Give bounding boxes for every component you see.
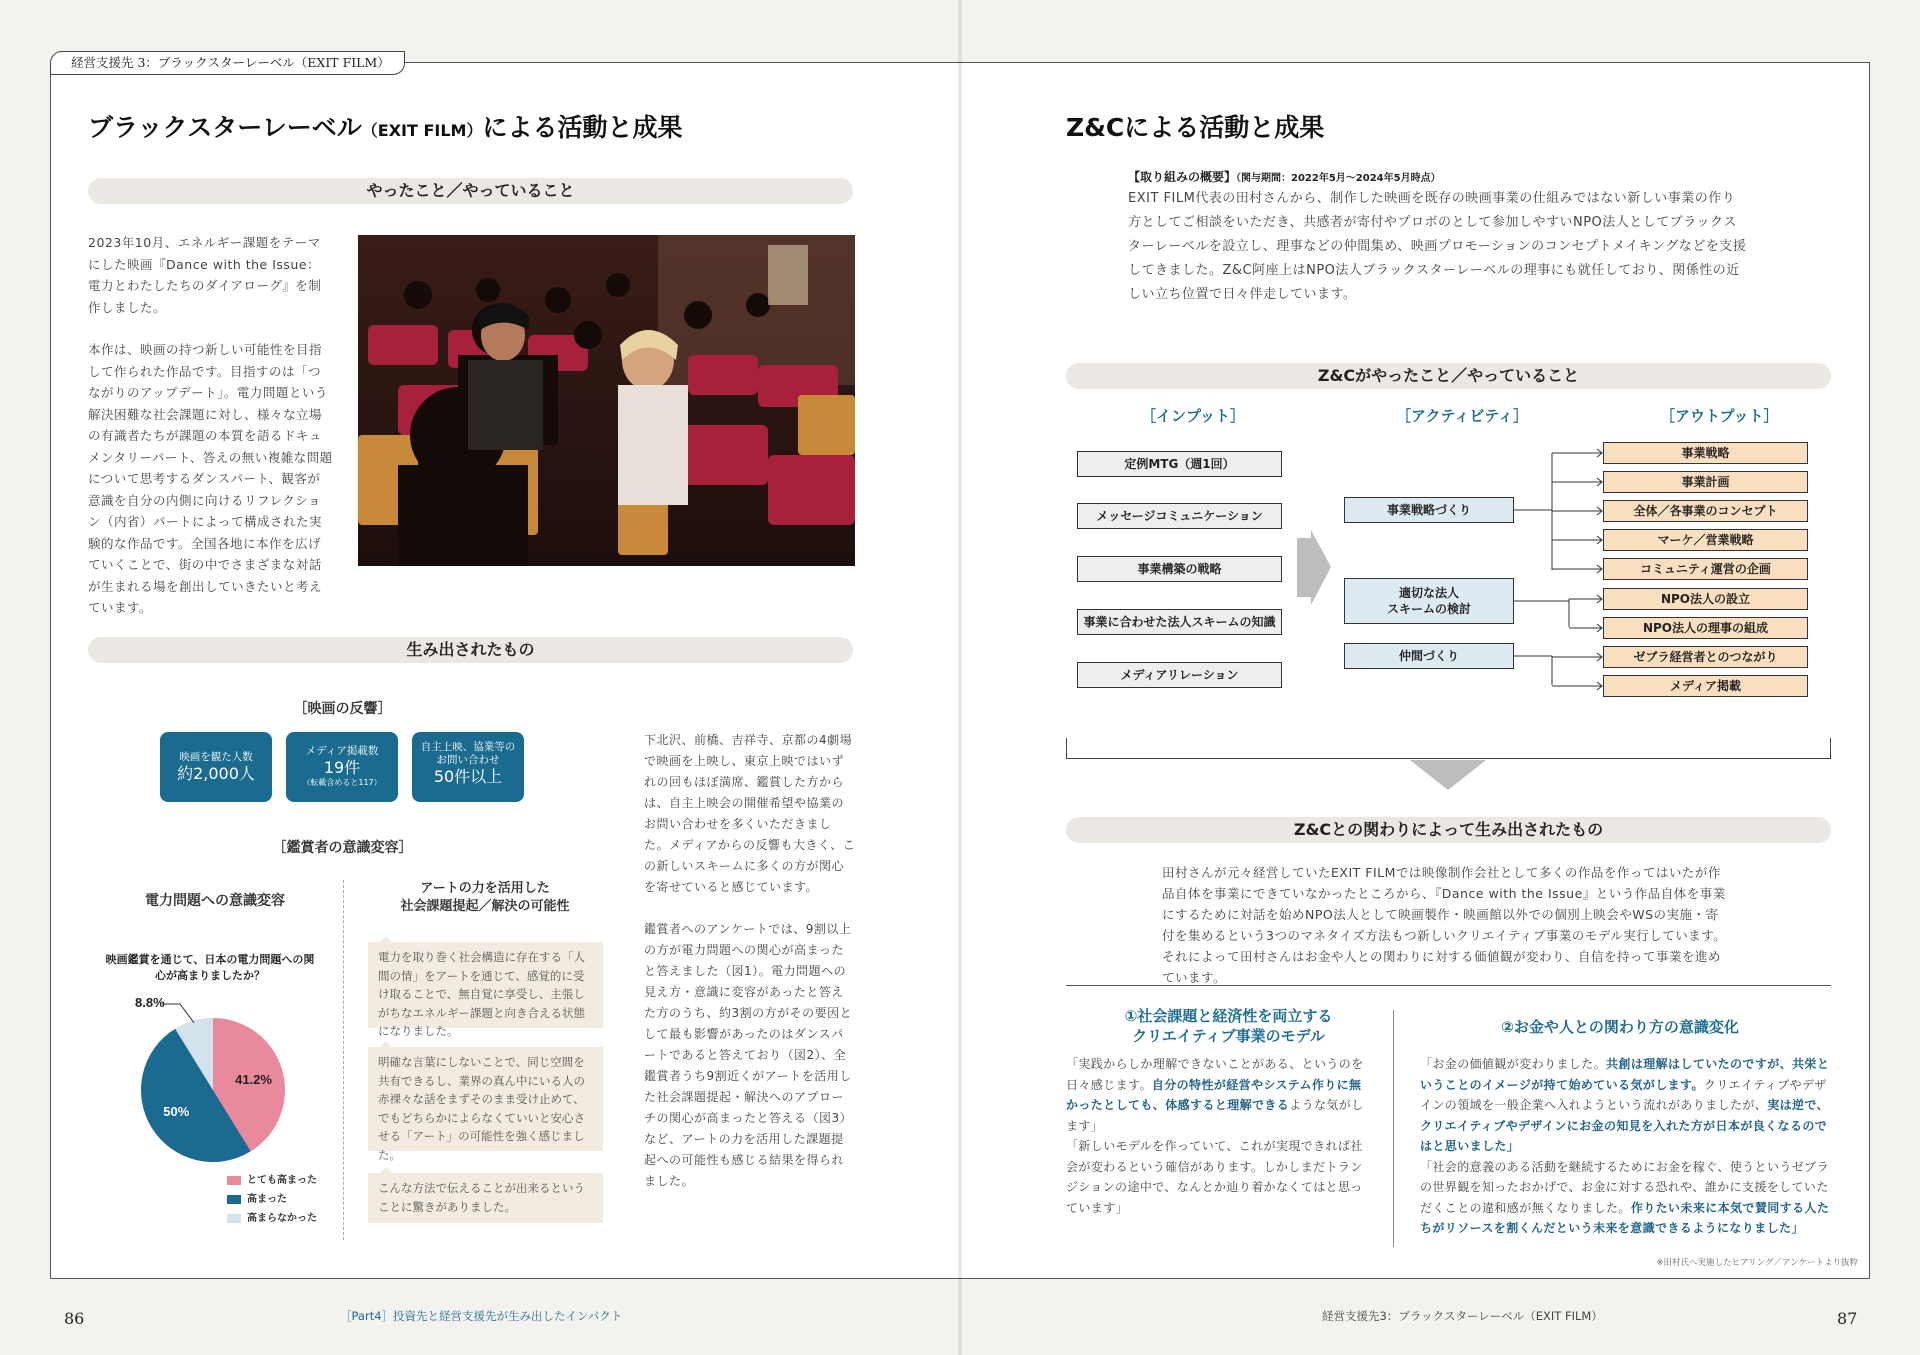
output-box-2: 事業計画: [1603, 471, 1808, 493]
stat-media: [286, 732, 398, 802]
stat-media-note: （転載含めると117）: [302, 778, 382, 787]
col-output-title: ［アウトプット］: [1660, 407, 1779, 425]
overview-period: （関与期間：2022年5月〜2024年5月時点）: [1236, 173, 1441, 184]
col1-text-d: 「新しいモデルを作っていて、これが実現できれば社会が変わるという確信があります。しかしまだトランジションの途中で、なんとか辿り着かなくてはと思っています」: [1066, 1139, 1363, 1215]
flow-arrow-icon: [1297, 530, 1331, 605]
output-arrow-4: [1552, 536, 1602, 544]
stat-viewers-value: 約2,000人: [177, 764, 255, 783]
columns-top-rule: [1066, 985, 1831, 986]
col1-text-c: ような気がします」: [1066, 1098, 1364, 1133]
side-paragraph-1: 下北沢、前橋、吉祥寺、京都の4劇場で映画を上映し、東京上映ではいずれの回もほぼ満席、鑑賞した方からは、自主上映会の開催希望や協業のお問い合わせを多くいただきました。メディアからの反響も大きく、この新しいスキームに多くの方が関心を寄せていると感じています。: [644, 733, 856, 894]
output-box-5: コミュニティ運営の企画: [1603, 558, 1808, 580]
quote-2: 明確な言葉にしないことで、同じ空間を共有できるし、業界の真ん中にいる人の赤裸々な話をまずそのまま受け止めて、でもどちらかによらなくていいと安心させる「アート」の可能性を強く感じました。: [368, 1047, 603, 1151]
awareness-title: ［鑑賞者の意識変容］: [272, 840, 413, 856]
stat-viewers: [160, 732, 272, 802]
left-page-title: [88, 108, 683, 144]
col1-text-a: 「実践からしか理解できないことがある、というのを日々感じます。: [1066, 1057, 1364, 1092]
section-bar-zc-doing: Z&Cがやったこと／やっていること: [1066, 363, 1831, 389]
output-box-6: NPO法人の設立: [1603, 588, 1808, 610]
legend-label-2: 高まった: [247, 1194, 287, 1205]
overview-label: 【取り組みの概要】: [1128, 170, 1237, 184]
section-bar-doing: やったこと／やっていること: [88, 178, 853, 204]
title-small: （EXIT FILM）: [361, 121, 483, 140]
legend-item-1: [227, 1171, 317, 1186]
col2-text-a: 「お金の価値観が変わりました。: [1420, 1057, 1607, 1071]
output-arrow-5: [1552, 565, 1602, 573]
stat-media-value: 19件: [323, 758, 361, 777]
activity-box-2: 適切な法人 スキームの検討: [1344, 578, 1514, 624]
overview-text: EXIT FILM代表の田村さんから、制作した映画を既存の映画事業の仕組みではない新しい事業の作り方としてご相談をいただき、共感者が寄付やプロボのとして参加しやすいNPO法人としてブラックスターレーベルを設立し、理事などの仲間集め、映画プロモーションのコンセプトメイキングなどを支援してきました。Z&C阿座上はNPO法人ブラックスターレーベルの理事にも就任しており、関係性の近しい立ち位置で日々伴走しています。: [1128, 191, 1747, 302]
pie-chart: [120, 990, 320, 1190]
right-page-title: Z&Cによる活動と成果: [1066, 113, 1325, 142]
page-number-right: 87: [1837, 1309, 1858, 1328]
col2-text-c: クリエイティブやデザインの領域を一般企業へ入れようという流れがありましたが、: [1420, 1077, 1827, 1112]
footnote: ※田村氏へ実施したヒアリング／アンケートより抜粋: [1656, 1258, 1858, 1268]
footer-left-text: ［Part4］投資先と経営支援先が生み出したインパクト: [340, 1309, 623, 1323]
col-activity-title: ［アクティビティ］: [1396, 407, 1529, 425]
input-box-5: メディアリレーション: [1077, 662, 1282, 688]
output-arrow-9: [1552, 682, 1602, 690]
legend-item-3: [227, 1209, 317, 1224]
overview-heading: [1128, 168, 1441, 185]
film-response-title: ［映画の反響］: [293, 701, 392, 717]
column-divider: [343, 880, 344, 1240]
section-bar-created: 生み出されたもの: [88, 637, 853, 663]
output-arrow-6: [1569, 595, 1602, 603]
output-arrow-3: [1552, 507, 1602, 515]
col2-text-e: 「社会的意義のある活動を継続するためにお金を稼ぐ、使うというゼブラの世界観を知ったおかげで、お金に対する恐れや、誰かに支援をしていただくことの違和感が無くなりました。: [1420, 1159, 1829, 1215]
legend-label-3: 高まらなかった: [247, 1213, 317, 1224]
pie-label-2: 50%: [163, 1103, 190, 1119]
diagram-bracket: [1066, 738, 1831, 759]
output-box-3: 全体／各事業のコンセプト: [1603, 500, 1808, 522]
footer-right-text: 経営支援先3：ブラックスターレーベル（EXIT FILM）: [1322, 1309, 1603, 1323]
col2-text-f: 作りたい未来に本気で賛同する人たちがリソースを割くんだという未来を意識できるようになりました」: [1420, 1200, 1830, 1235]
pie-label-3: 8.8%: [135, 995, 165, 1010]
col2-text-d: 実は逆で、クリエイティブやデザインにお金の知見を入れた方が日本が良くなるのではと思いました」: [1420, 1098, 1829, 1153]
intro-paragraph-2: 本作は、映画の持つ新しい可能性を目指して作られた作品です。目指すのは「つながりのアップデート」。電力問題という解決困難な社会課題に対し、様々な立場の有識者たちが課題の本質を語るドキュメンタリーパート、答えの無い複雑な問題について思考するダンスパート、観客が意識を自分の内側に向けるリフレクション（内省）パートによって構成された実験的な作品です。全国各地に本作を広げていくことで、街の中でさまざまな対話が生まれる場を創出していきたいと考えています。: [88, 342, 333, 615]
result-col1-title: ①社会課題と経済性を両立する クリエイティブ事業のモデル: [1124, 1007, 1333, 1045]
quote-3: こんな方法で伝えることが出来るということに驚きがありました。: [368, 1173, 603, 1223]
section-bar-zc-created: Z&Cとの関わりによって生み出されたもの: [1066, 817, 1831, 843]
pie-label-1: 41.2%: [235, 1072, 272, 1088]
spine: [958, 0, 962, 1355]
output-arrow-8: [1552, 653, 1602, 661]
stat-inquiries: [412, 732, 524, 802]
activity-box-1: 事業戦略づくり: [1344, 497, 1514, 523]
survey-question: 映画鑑賞を通じて、日本の電力問題への関心が高まりましたか？: [105, 953, 315, 982]
activity-connectors: [1514, 440, 1609, 700]
stat-media-label: メディア掲載数: [305, 745, 379, 757]
legend-item-2: [227, 1190, 287, 1205]
side-paragraph-2: 鑑賞者へのアンケートでは、9割以上の方が電力問題への関心が高まったと答えました（図1）。電力問題への見え方・意識に変容があったと答えた方のうち、約3割の方がその要因として最も影響があったのはダンスパートであると答えており（図2）、全鑑賞者うち9割近くがアートを活用した社会課題提起・解決へのアプローチの関心が高まったと答える（図3）など、アートの力を活用した課題提起への可能性も感じる結果を得られました。: [644, 922, 853, 1188]
columns-divider: [1393, 1010, 1394, 1247]
output-arrow-1: [1552, 449, 1602, 457]
col-input-title: ［インプット］: [1141, 407, 1245, 425]
frame-left-line: [50, 62, 51, 1279]
output-arrow-7: [1569, 624, 1602, 632]
frame-right-line: [1869, 62, 1870, 1279]
intro-text: [88, 232, 333, 619]
output-box-7: NPO法人の理事の組成: [1603, 617, 1808, 639]
legend-swatch-2: [227, 1195, 241, 1204]
legend-swatch-3: [227, 1214, 241, 1223]
input-box-2: メッセージコミュニケーション: [1077, 503, 1282, 529]
section-tab: 経営支援先 3：ブラックスターレーベル（EXIT FILM）: [50, 51, 405, 75]
title-main: ブラックスターレーベル: [88, 113, 362, 142]
output-arrow-2: [1552, 478, 1602, 486]
screening-photo: [358, 235, 855, 566]
col1-text-b: 自分の特性が経営やシステム作りに無かったとしても、体感すると理解できる: [1066, 1077, 1362, 1112]
input-box-1: 定例MTG（週1回）: [1077, 451, 1282, 477]
stat-viewers-label: 映画を観た人数: [179, 751, 253, 763]
output-box-9: メディア掲載: [1603, 675, 1808, 697]
result-col2-text: [1420, 1054, 1830, 1239]
legend-label-1: とても高まった: [247, 1175, 317, 1186]
down-arrow-icon: [1410, 760, 1486, 790]
col2-title: アートの力を活用した 社会課題提起／解決の可能性: [400, 881, 570, 914]
result-col1-text: [1066, 1054, 1373, 1218]
quote-1: 電力を取り巻く社会構造に存在する「人間の情」をアートを通じて、感覚的に受け取ることで、無自覚に享受し、主張しがちなエネルギー課題と向き合える状態になりました。: [368, 942, 603, 1028]
stat-inquiries-label: 自主上映、協業等のお問い合わせ: [420, 741, 516, 766]
created-text: 田村さんが元々経営していたEXIT FILMでは映像制作会社として多くの作品を作ってはいたが作品自体を事業にできていなかったところから、『Dance with the Issue』という作品自体を事業にするために対話を始めNPO法人として映画製作・映画館以外での個別上映会やWSの実施・寄付を集めるという3つのマネタイズ方法もつ新しいクリエイティブ事業のモデル実行しています。それによって田村さんはお金や人との関わりに対する価値観が変わり、自信を持って事業を進めています。: [1162, 865, 1727, 985]
result-col2-title: ②お金や人との関わり方の意識変化: [1501, 1018, 1739, 1036]
activity-box-3: 仲間づくり: [1344, 643, 1514, 669]
page-number-left: 86: [64, 1309, 85, 1328]
input-box-3: 事業構築の戦略: [1077, 556, 1282, 582]
side-text: [644, 730, 856, 1192]
output-box-8: ゼブラ経営者とのつながり: [1603, 646, 1808, 668]
pie-leader-line: [162, 1004, 194, 1023]
col2-text-b: 共創は理解はしていたのですが、共栄ということのイメージが持て始めている気がします。: [1420, 1057, 1830, 1092]
legend-swatch-1: [227, 1176, 241, 1185]
output-box-1: 事業戦略: [1603, 442, 1808, 464]
input-box-4: 事業に合わせた法人スキームの知識: [1077, 609, 1282, 635]
col1-title: 電力問題への意識変容: [145, 893, 285, 909]
output-box-4: マーケ／営業戦略: [1603, 529, 1808, 551]
intro-paragraph-1: 2023年10月、エネルギー課題をテーマにした映画『Dance with the Issue：電力とわたしたちのダイアローグ』を制作しました。: [88, 235, 322, 315]
title-tail: による活動と成果: [482, 113, 683, 142]
stat-inquiries-value: 50件以上: [433, 767, 503, 786]
